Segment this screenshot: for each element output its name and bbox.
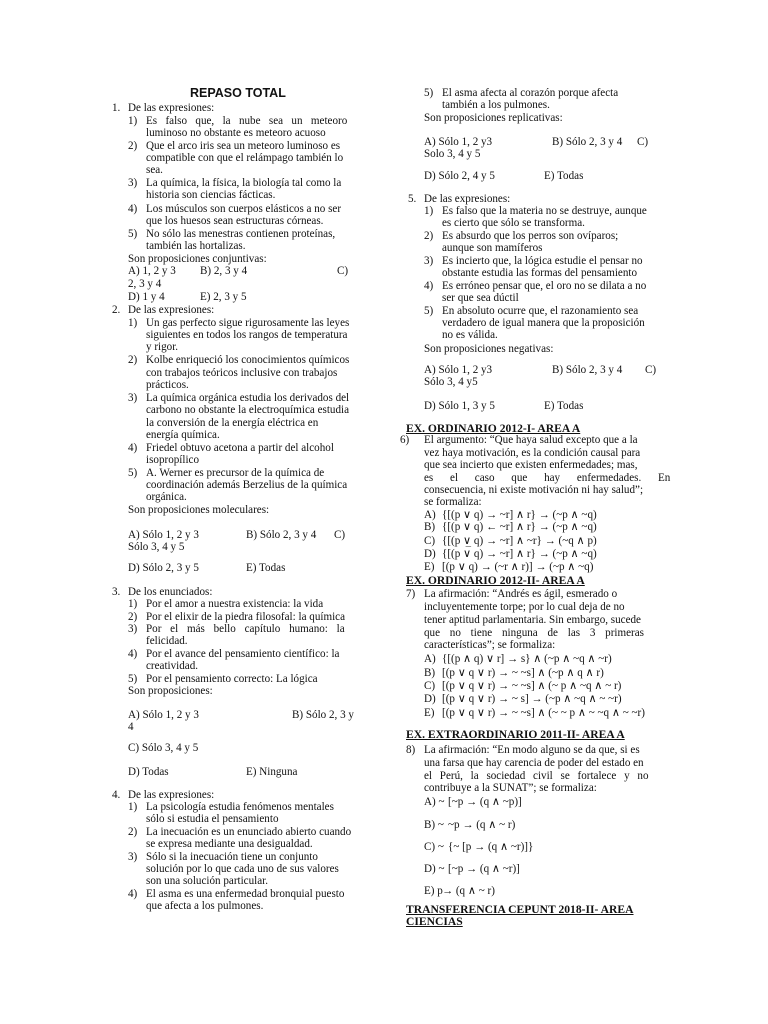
item-number: 1)	[128, 317, 138, 329]
option-formula: ~p → (q ∧ ~ r)	[448, 819, 516, 831]
item-text: también a los pulmones.	[442, 99, 550, 111]
option-formula: [(p ∨ q) → (~r ∧ r)] → (~p ∧ ~q)	[442, 561, 594, 573]
question-stem: De las expresiones:	[128, 789, 215, 801]
item-text: Es absurdo que los perros son ovíparos;	[442, 230, 619, 242]
item-number: 2)	[128, 354, 138, 366]
question-text: que no tiene ninguna de las 3 primeras	[424, 627, 644, 639]
item-text: prácticos.	[146, 379, 189, 391]
item-number: 1)	[128, 801, 138, 813]
question-text: El argumento: “Que haya salud excepto que a la	[424, 434, 638, 446]
item-text: obstante estudia las formas del pensamiento	[442, 267, 638, 279]
question-number: 4.	[112, 789, 121, 801]
item-text: Que el arco iris sea un meteoro luminoso es	[146, 140, 341, 152]
item-text: con trabajos teóricos inclusive con trabajos	[146, 367, 338, 379]
question-stem: De las expresiones:	[128, 102, 215, 114]
item-text: coordinación además Berzelius de la química	[146, 479, 348, 491]
item-number: 2)	[424, 230, 434, 242]
option-b-continued: 4	[128, 721, 134, 733]
option-key: C)	[424, 680, 436, 692]
item-number: 2)	[128, 611, 138, 623]
item-number: 4)	[128, 648, 138, 660]
item-text: Los músculos son cuerpos elásticos a no ser	[146, 203, 342, 215]
item-number: 4)	[128, 203, 138, 215]
item-number: 4)	[128, 442, 138, 454]
option-c: C)	[334, 529, 346, 541]
item-text: Por el amor a nuestra existencia: la vida	[146, 598, 324, 610]
option-key: D)	[424, 693, 436, 705]
question-prompt: Son proposiciones conjuntivas:	[128, 253, 267, 265]
item-text: sea.	[146, 164, 163, 176]
item-number: 5)	[128, 673, 138, 685]
item-text: La química orgánica estudia los derivados del	[146, 392, 350, 404]
item-text: sólo si estudia el pensamiento	[146, 813, 279, 825]
question-stem: De las expresiones:	[424, 193, 511, 205]
item-text: Por el más bello capítulo humano: la	[146, 623, 345, 635]
question-number: 5.	[408, 193, 417, 205]
option-formula: {[(p ∧ q) ∨ r] → s} ∧ (~p ∧ ~q ∧ ~r)	[442, 653, 612, 665]
question-number: 2.	[112, 304, 121, 316]
option-key: B) ~	[424, 819, 444, 831]
option-formula: [(p ∨ q ∨ r) → ~ ~s] ∧ (~ ~ p ∧ ~ ~q ∧ ~ ~r)	[442, 707, 645, 719]
item-text: también las hortalizas.	[146, 240, 246, 252]
question-prompt: Son proposiciones moleculares:	[128, 504, 270, 516]
question-text: que sea incierto que existen enfermedades; mas,	[424, 459, 638, 471]
item-number: 2)	[128, 826, 138, 838]
option-c: C)	[637, 136, 649, 148]
item-text: carbono no obstante la electroquímica estudia	[146, 404, 350, 416]
item-number: 1)	[424, 205, 434, 217]
question-text: incluyentemente torpe; por lo cual deja de no	[424, 601, 625, 613]
option-e: E) Todas	[246, 562, 286, 574]
question-prompt: Son proposiciones replicativas:	[424, 112, 563, 124]
item-number: 1)	[128, 115, 138, 127]
item-number: 3)	[128, 392, 138, 404]
option-key: E)	[424, 707, 435, 719]
question-text: es el caso que hay enfermedades. En	[424, 472, 671, 484]
item-text: Sólo si la inecuación tiene un conjunto	[146, 851, 318, 863]
item-text: isopropílico	[146, 454, 199, 466]
section-heading: EX. ORDINARIO 2012-I- AREA A	[406, 422, 581, 435]
item-text: A. Werner es precursor de la química de	[146, 467, 325, 479]
option-b: B) Sólo 2, 3 y 4	[552, 364, 623, 376]
option-b: B) Sólo 2, 3 y	[292, 709, 354, 721]
page-title: REPASO TOTAL	[190, 86, 286, 100]
item-text: luminoso no obstante es meteoro acuoso	[146, 127, 326, 139]
option-b: B) Sólo 2, 3 y 4	[552, 136, 623, 148]
item-number: 1)	[128, 598, 138, 610]
option-key: E) p	[424, 885, 443, 897]
item-text: El asma afecta al corazón porque afecta	[442, 87, 619, 99]
item-number: 3)	[424, 255, 434, 267]
option-key: A) ~	[424, 796, 445, 808]
item-text: felicidad.	[146, 635, 188, 647]
item-number: 5)	[424, 305, 434, 317]
option-formula: {~ [p → (q ∧ ~r)]}	[448, 841, 534, 853]
item-text: compatible con que el relámpago también lo	[146, 152, 344, 164]
item-text: ser que sea dúctil	[442, 292, 519, 304]
option-e: E) Todas	[544, 400, 584, 412]
option-key: E)	[424, 561, 435, 573]
item-text: orgánica.	[146, 491, 187, 503]
option-a: A) Sólo 1, 2 y 3	[128, 529, 199, 541]
question-stem: De los enunciados:	[128, 586, 213, 598]
question-number: 6)	[400, 434, 410, 446]
item-number: 3)	[128, 851, 138, 863]
item-text: La inecuación es un enunciado abierto cuando	[146, 826, 352, 838]
option-c-continued: Sólo 3, 4 y 5	[128, 541, 185, 553]
section-heading: TRANSFERENCIA CEPUNT 2018-II- AREA	[406, 903, 634, 916]
item-text: son una solución particular.	[146, 875, 269, 887]
option-c: C)	[645, 364, 657, 376]
item-text: Es erróneo pensar que, el oro no se dilata a no	[442, 280, 647, 292]
option-e: E) Todas	[544, 170, 584, 182]
question-stem: De las expresiones:	[128, 304, 215, 316]
option-b: B) Sólo 2, 3 y 4	[246, 529, 317, 541]
item-text: Por el pensamiento correcto: La lógica	[146, 673, 318, 685]
item-text: Por el elixir de la piedra filosofal: la química	[146, 611, 346, 623]
item-text: que afecta a los pulmones.	[146, 900, 264, 912]
item-text: Es falso que la materia no se destruye, aunque	[442, 205, 647, 217]
item-text: En absoluto ocurre que, el razonamiento sea	[442, 305, 639, 317]
option-key: D) ~	[424, 863, 445, 875]
option-b: B) 2, 3 y 4	[200, 265, 248, 277]
item-text: la conversión de la energía eléctrica en	[146, 417, 319, 429]
question-text: una farsa que hay carencia de poder del estado en	[424, 757, 644, 769]
item-text: es cierto que sólo se transforma.	[442, 217, 585, 229]
option-formula: {[(p ∨ q) → ~r] ∧ r} → (~p ∧ ~q)	[442, 548, 597, 560]
option-formula: [~p → (q ∧ ~p)]	[448, 796, 522, 808]
item-text: siguientes en todos los rangos de temperatura	[146, 329, 348, 341]
item-text: no es válida.	[442, 329, 498, 341]
item-number: 5)	[424, 87, 434, 99]
question-text: contribuye a la SUNAT”; se formaliza:	[424, 782, 597, 794]
option-key: C) ~	[424, 841, 444, 853]
option-a: A) Sólo 1, 2 y 3	[128, 709, 199, 721]
option-c-continued: Solo 3, 4 y 5	[424, 148, 481, 160]
section-heading: EX. ORDINARIO 2012-II- AREA A	[406, 574, 585, 587]
item-number: 3)	[128, 623, 138, 635]
item-text: verdadero de igual manera que la proposición	[442, 317, 645, 329]
item-text: La química, la física, la biología tal como la	[146, 177, 342, 189]
item-number: 4)	[128, 888, 138, 900]
option-a: A) Sólo 1, 2 y3	[424, 364, 493, 376]
item-text: aunque son mamíferos	[442, 242, 543, 254]
question-text: tener aptitud parlamentaria. Sin embargo, sucede	[424, 614, 641, 626]
item-text: se expresa mediante una desigualdad.	[146, 838, 313, 850]
question-number: 7)	[406, 588, 416, 600]
item-text: energía química.	[146, 429, 220, 441]
item-text: No sólo las menestras contienen proteínas,	[146, 228, 336, 240]
option-formula: [~p → (q ∧ ~r)]	[448, 863, 520, 875]
item-number: 2)	[128, 140, 138, 152]
option-key: B)	[424, 667, 436, 679]
item-text: Kolbe enriqueció los conocimientos químicos	[146, 354, 350, 366]
option-c-continued: 2, 3 y 4	[128, 278, 162, 290]
question-number: 1.	[112, 102, 121, 114]
option-formula: {[(p ∨̲ q) → ~r] ∧ ~r} → (~q ∧ p)	[442, 535, 597, 547]
option-formula: [(p ∨ q ∨ r) → ~ s] → (~p ∧ ~q ∧ ~ ~r)	[442, 693, 622, 705]
question-number: 3.	[112, 586, 121, 598]
question-prompt: Son proposiciones negativas:	[424, 343, 554, 355]
item-number: 5)	[128, 228, 138, 240]
option-key: D)	[424, 548, 436, 560]
section-heading-continued: CIENCIAS	[406, 915, 463, 928]
item-text: Es incierto que, la lógica estudie el pensar no	[442, 255, 643, 267]
option-d: D) Sólo 2, 4 y 5	[424, 170, 495, 182]
option-e: E) 2, 3 y 5	[200, 291, 247, 303]
option-c: C) Sólo 3, 4 y 5	[128, 742, 199, 754]
item-text: Friedel obtuvo acetona a partir del alcohol	[146, 442, 334, 454]
option-a: A) Sólo 1, 2 y3	[424, 136, 493, 148]
option-formula: [(p ∨ q ∨ r) → ~ ~s] ∧ (~p ∧ q ∧ r)	[442, 667, 604, 679]
question-text: se formaliza:	[424, 496, 482, 508]
option-formula: {[(p ∨ q) → ~r] ∧ r} → (~p ∧ ~q)	[442, 509, 597, 521]
option-d: D) Sólo 2, 3 y 5	[128, 562, 199, 574]
item-number: 3)	[128, 177, 138, 189]
item-text: La psicología estudia fenómenos mentales	[146, 801, 334, 813]
item-number: 5)	[128, 467, 138, 479]
item-number: 4)	[424, 280, 434, 292]
item-text: y rigor.	[146, 341, 179, 353]
option-c-continued: Sólo 3, 4 y5	[424, 376, 478, 388]
option-e: E) Ninguna	[246, 766, 298, 778]
option-d: D) 1 y 4	[128, 291, 165, 303]
question-text: La afirmación: “Andrés es ágil, esmerado o	[424, 588, 618, 600]
question-text: características”; se formaliza:	[424, 639, 556, 651]
question-text: el Perú, la sociedad civil se fortalece y no	[424, 770, 649, 782]
option-key: C)	[424, 535, 436, 547]
section-heading: EX. EXTRAORDINARIO 2011-II- AREA A	[406, 728, 625, 741]
item-text: historia son ciencias fácticas.	[146, 189, 276, 201]
item-text: que los huesos sean estructuras córneas.	[146, 215, 324, 227]
question-text: vez haya motivación, es la condición causal para	[424, 447, 641, 459]
question-text: consecuencia, ni existe motivación ni hay salud”;	[424, 484, 644, 496]
item-text: Un gas perfecto sigue rigurosamente las leyes	[146, 317, 350, 329]
option-a: A) 1, 2 y 3	[128, 265, 176, 277]
question-prompt: Son proposiciones:	[128, 685, 213, 697]
option-formula: [(p ∨ q ∨ r) → ~ ~s] ∧ (~ p ∧ ~q ∧ ~ r)	[442, 680, 622, 692]
item-text: El asma es una enfermedad bronquial puesto	[146, 888, 345, 900]
option-key: B)	[424, 521, 436, 533]
option-c: C)	[337, 265, 349, 277]
option-key: A)	[424, 653, 436, 665]
question-text: La afirmación: “En modo alguno se da que, si es	[424, 744, 640, 756]
question-number: 8)	[406, 744, 416, 756]
item-text: Por el avance del pensamiento científico: la	[146, 648, 340, 660]
item-text: solución por lo que cada uno de sus valores	[146, 863, 339, 875]
option-key: A)	[424, 509, 436, 521]
option-formula: → (q ∧ ~ r)	[442, 885, 495, 897]
option-d: D) Todas	[128, 766, 169, 778]
option-formula: {[(p ∨ q) ← ~r] ∧ r} → (~p ∧ ~q)	[442, 521, 597, 533]
item-text: Es falso que, la nube sea un meteoro	[146, 115, 348, 127]
option-d: D) Sólo 1, 3 y 5	[424, 400, 495, 412]
item-text: creatividad.	[146, 660, 199, 672]
